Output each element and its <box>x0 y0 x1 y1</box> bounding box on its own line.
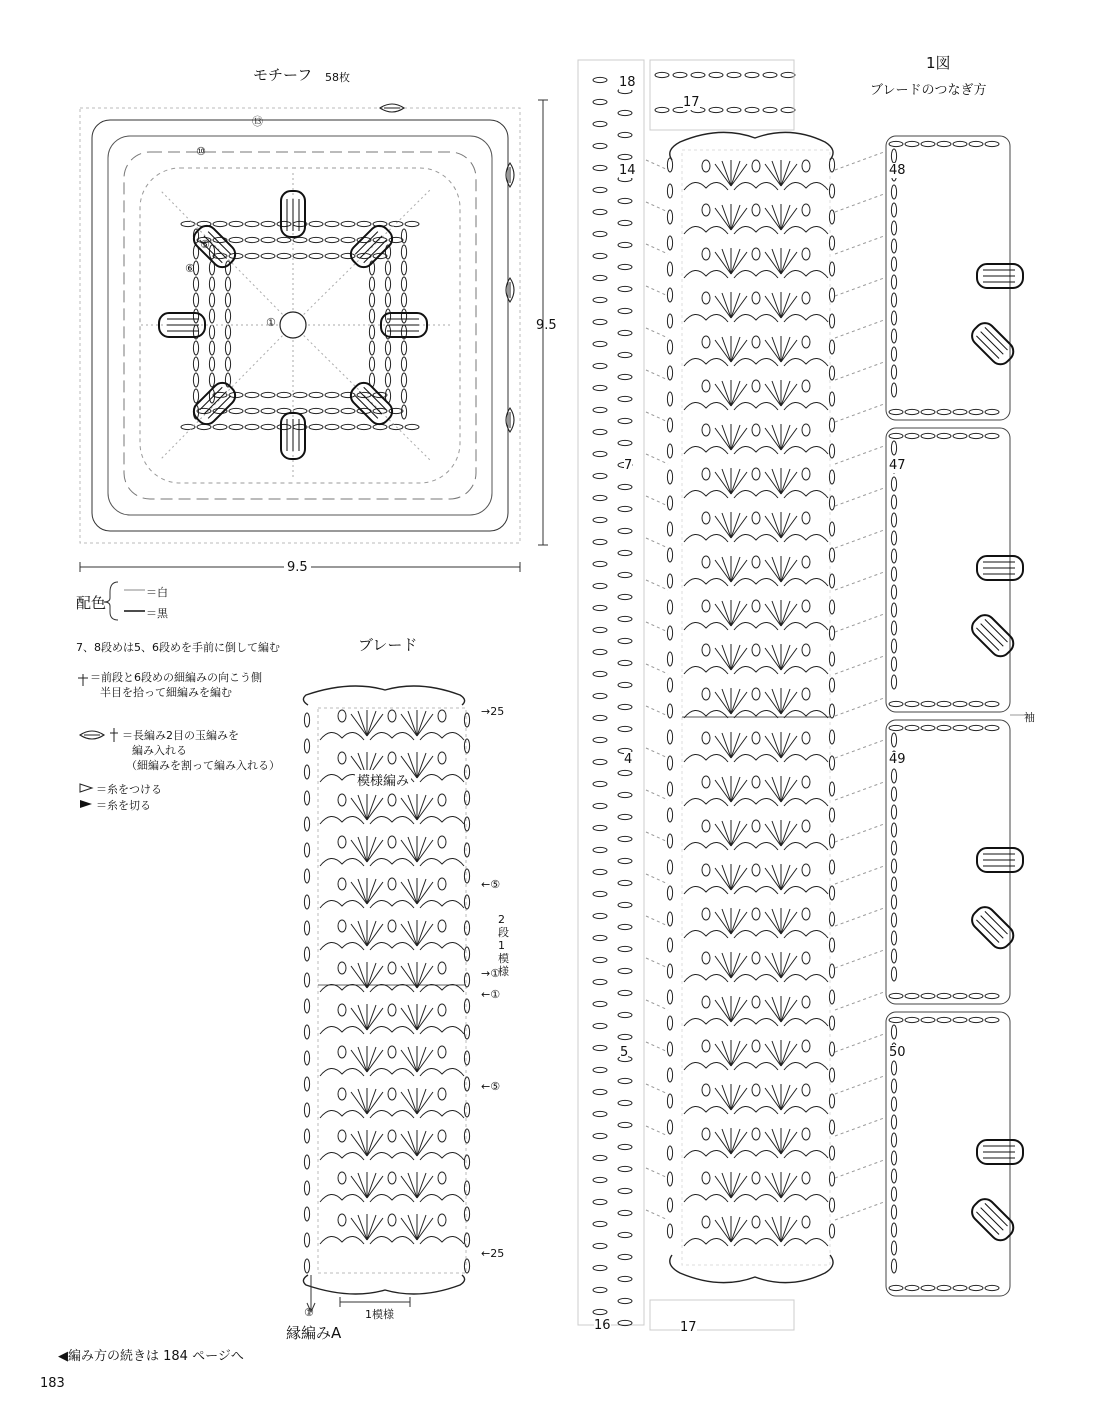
braid-edge-label: 縁編みA <box>286 1324 342 1342</box>
note-sym1-line1: ＝前段と6段めの細編みの向こう側 <box>90 671 262 684</box>
continue-note: ◀編み方の続きは 184 ページへ <box>58 1349 244 1364</box>
color-white: ＝白 <box>146 586 168 599</box>
color-black: ＝黒 <box>146 607 168 620</box>
page-number: 183 <box>40 1376 65 1391</box>
note-cut: ＝糸を切る <box>96 799 151 812</box>
note-sym2-line3: （細編みを割って編み入れる） <box>126 759 280 772</box>
braid-arrow-1a: →① <box>481 967 501 980</box>
num-5: 5 <box>620 1045 629 1060</box>
num-17-top: 17 <box>683 95 700 110</box>
braid-arrow-5-bot: ←⑤ <box>481 1080 501 1093</box>
braid-arrow-25-bot: ←25 <box>481 1247 505 1260</box>
round-label-13: ⑬ <box>252 115 263 128</box>
round-label-1: ① <box>266 316 276 329</box>
braid-arrow-25-top: →25 <box>481 705 505 718</box>
note-rounds-78: 7、8段めは5、6段めを手前に倒して編む <box>76 641 280 654</box>
color-legend-brace <box>104 582 118 620</box>
num-48: 48 <box>889 163 906 178</box>
round-label-6: ⑥ <box>185 262 195 275</box>
motif-title: モチーフ <box>253 66 313 84</box>
num-17-bottom: 17 <box>680 1320 697 1335</box>
motif-center-ring <box>280 312 306 338</box>
braid-two-rows: 2段1模様 <box>498 913 509 978</box>
figure1-subtitle: ブレードのつなぎ方 <box>870 83 987 98</box>
num-47: 47 <box>889 458 906 473</box>
num-18: 18 <box>619 75 636 90</box>
num-4: 4 <box>624 752 633 767</box>
braid-arrow-5-top: ←⑤ <box>481 878 501 891</box>
note-sym2-line2: 編み入れる <box>132 744 187 757</box>
sleeve-label: 袖 <box>1024 711 1035 724</box>
braid-one-repeat: 1模様 <box>365 1308 394 1321</box>
num-49: 49 <box>889 752 906 767</box>
motif-count: 58枚 <box>325 71 350 84</box>
note-sym1-line2: 半目を拾って細編みを編む <box>100 686 232 699</box>
num-50: 50 <box>889 1045 906 1060</box>
num-7: 7 <box>624 458 633 473</box>
round-label-5: ⑤ <box>200 238 210 251</box>
motif-diagram <box>80 100 548 572</box>
note-attach: ＝糸をつける <box>96 783 162 796</box>
figure1-title: 1図 <box>926 54 951 72</box>
braid-start: ① <box>304 1306 314 1319</box>
figure1-diagram <box>578 60 1030 1330</box>
num-16: 16 <box>594 1318 611 1333</box>
motif-width-label: 9.5 <box>284 560 311 575</box>
braid-arrow-1b: ←① <box>481 988 501 1001</box>
num-14: 14 <box>619 163 636 178</box>
braid-pattern-label: 模様編み <box>355 770 411 789</box>
color-legend-label: 配色 <box>76 594 107 612</box>
braid-title: ブレード <box>358 636 418 654</box>
round-label-10: ⑩ <box>196 145 206 158</box>
note-sym2-line1: ＝長編み2目の玉編みを <box>122 729 239 742</box>
motif-height-label: 9.5 <box>536 318 557 333</box>
